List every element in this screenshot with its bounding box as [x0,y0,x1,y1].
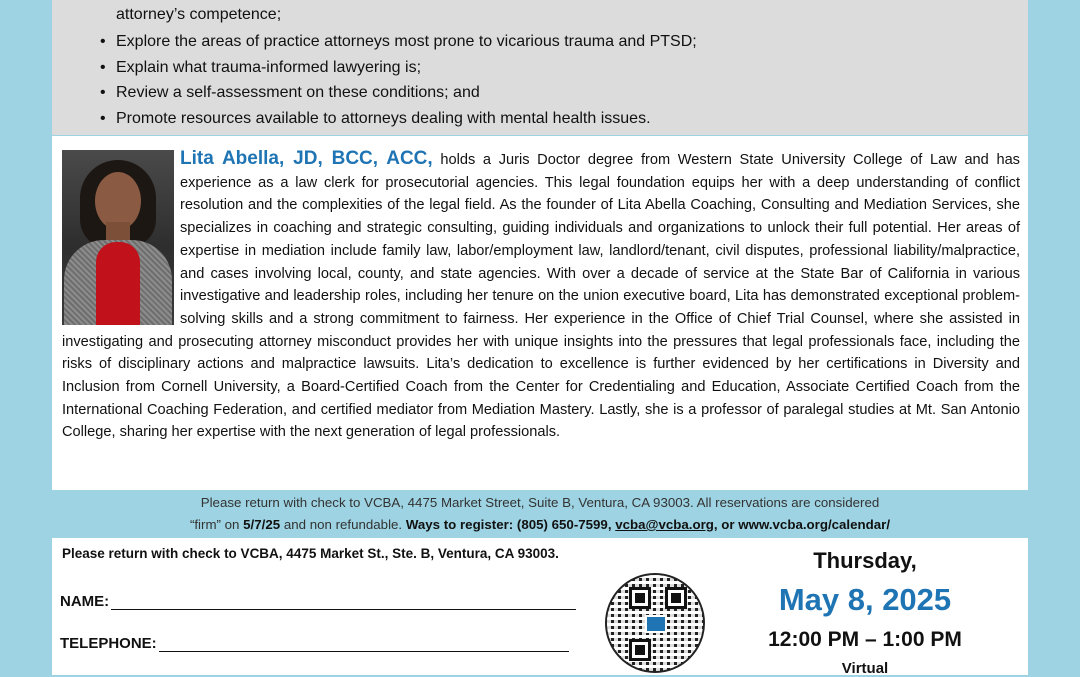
telephone-label: TELEPHONE: [60,635,157,652]
qr-finder [629,587,651,609]
telephone-field[interactable] [60,635,569,652]
nonrefundable-text: and non refundable. [280,517,406,532]
registration-line-2 [0,517,1080,532]
firm-prefix: “firm” on [189,517,244,532]
objectives-list [100,29,697,131]
photo-spacer [62,148,180,329]
event-date: May 8, 2025 [778,582,952,617]
event-day: Thursday, [813,548,917,573]
firm-date: 5/7/25 [243,517,281,532]
objective-continuation: attorney’s competence; [116,6,282,23]
form-heading: Please return with check to VCBA, 4475 Market St., Ste. B, Ventura, CA 93003. [62,546,559,561]
name-input-line[interactable] [111,593,576,610]
name-label: NAME: [60,593,110,610]
ways-to-register: Ways to register: (805) 650-7599, [405,517,616,532]
email-link[interactable]: vcba@vcba.org [615,517,714,532]
registration-line-1: Please return with check to VCBA, 4475 Market Street, Suite B, Ventura, CA 93003. All reservations are considered [200,495,880,510]
objective-item: • Explain what trauma-informed lawyering is; [100,55,697,81]
qr-finder [665,587,687,609]
event-format: Virtual [841,660,889,677]
qr-finder [629,639,651,661]
objective-item: • Review a self-assessment on these conditions; and [100,80,697,106]
telephone-input-line[interactable] [159,635,569,652]
objective-item: • Explore the areas of practice attorneys most prone to vicarious trauma and PTSD; [100,29,697,55]
qr-logo [645,615,667,633]
website-text[interactable]: , or www.vcba.org/calendar/ [713,517,891,532]
speaker-bio-text: holds a Juris Doctor degree from Western State University College of Law and has experience as a law clerk for prosecutorial agencies. This legal foundation equips her with a deep understanding of conflict resolution and the complexities of the legal field. As the founder of Lita Abella Coaching, Consulting and Mediation Services, she specializes in coaching and strategic consulting, guiding individuals and organizations to unlock their full potential. Her areas of expertise in mediation include family law, labor/employment law, landlord/tenant, civil disputes, professional liability/malpractice, and cases involving local, county, and state agencies. With over a decade of service at the State Bar of California in various investigative and leadership roles, including her tenure on the union executive board, Lita has demonstrated exceptional problem-solving skills and a strong commitment to fairness. Her experience in the Office of Chief Trial Counsel, where she assisted in investigating and prosecuting attorney misconduct provides her with unique insights into the pressures that legal professionals face, including the risks of disciplinary actions and malpractice lawsuits. Lita’s dedication to excellence is further evidenced by her certifications in Diversity and Inclusion from Cornell University, a Board-Certified Coach from the Center for Credentialing and Education, Associate Certified Coach from the International Coaching Federation, and certified mediator from Mediation Mastery. Lastly, she is a professor of paralegal studies at Mt. San Antonio College, sharing her expertise with the next generation of legal professionals. [62,152,1020,441]
speaker-name: Lita Abella, JD, BCC, ACC, [180,148,433,169]
event-time: 12:00 PM – 1:00 PM [768,628,962,651]
objective-item: • Promote resources available to attorneys dealing with mental health issues. [100,106,697,132]
qr-code-icon[interactable] [605,573,705,673]
name-field[interactable] [60,593,576,610]
speaker-bio [62,148,1020,444]
